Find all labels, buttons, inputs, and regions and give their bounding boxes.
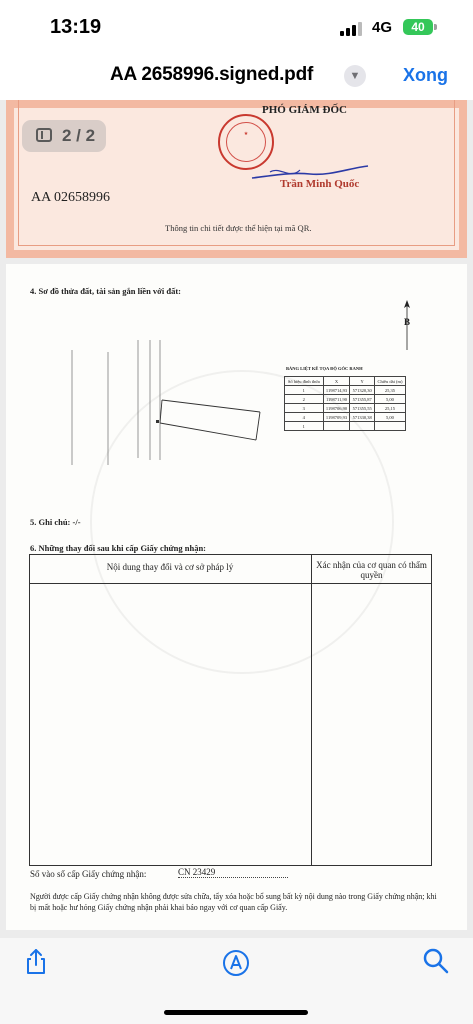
table-cell: 1198711,90 [323, 395, 350, 404]
changes-column-header: Nội dung thay đổi và cơ sở pháp lý [106, 562, 234, 572]
section-4-heading: 4. Sơ đồ thửa đất, tài sản gắn liền với đất: [30, 286, 182, 296]
register-label: Số vào sổ cấp Giấy chứng nhận: [30, 869, 147, 879]
done-button[interactable]: Xong [403, 65, 448, 85]
column-divider [311, 555, 312, 865]
table-cell: 5,00 [374, 395, 405, 404]
search-icon[interactable] [422, 947, 450, 975]
sidebar-icon[interactable] [36, 128, 52, 142]
table-cell: 1198714,93 [323, 386, 350, 395]
table-cell: 2 [285, 395, 324, 404]
signer-name: Trần Minh Quốc [280, 178, 360, 190]
table-row [285, 413, 406, 422]
cellular-signal-icon [340, 22, 362, 36]
table-cell [374, 422, 405, 431]
table-cell: 1 [285, 422, 324, 431]
seal-inner-ring [226, 122, 266, 162]
changes-table [29, 554, 432, 866]
table-row [285, 404, 406, 413]
table-cell: 3 [285, 404, 324, 413]
table-row [285, 395, 406, 404]
markup-icon[interactable] [222, 949, 250, 977]
north-label: B [404, 317, 411, 327]
section-6-heading: 6. Những thay đổi sau khi cấp Giấy chứng nhận: [30, 543, 207, 553]
table-header: X [323, 377, 350, 386]
table-cell: 571355,87 [350, 395, 375, 404]
battery-level: 40 [411, 20, 425, 34]
table-row [285, 377, 406, 386]
seal-lettering: ★ [243, 132, 249, 137]
battery-icon [403, 19, 433, 35]
network-type: 4G [372, 19, 393, 36]
table-cell [350, 422, 375, 431]
table-cell: 571320,30 [350, 386, 375, 395]
table-cell: 1198706,90 [323, 404, 350, 413]
qr-note: Thông tin chi tiết được thể hiện tại mã QR. [165, 223, 312, 233]
clock: 13:19 [50, 16, 102, 38]
table-cell [323, 422, 350, 431]
table-header: Số hiệu đỉnh thửa [285, 377, 324, 386]
table-header: Chiều dài (m) [374, 377, 405, 386]
land-plot-diagram [60, 340, 280, 470]
page-indicator-label[interactable]: 2 / 2 [62, 126, 96, 145]
table-cell: 25,35 [374, 386, 405, 395]
table-row [285, 422, 406, 431]
table-row [285, 386, 406, 395]
coord-table-title: BẢNG LIỆT KÊ TỌA ĐỘ GÓC RANH [286, 366, 363, 371]
table-header: Y [350, 377, 375, 386]
table-cell: 1 [285, 386, 324, 395]
table-cell: 25,15 [374, 404, 405, 413]
document-title[interactable]: AA 2658996.signed.pdf [110, 64, 314, 85]
chevron-down-icon[interactable]: ▼ [344, 65, 366, 87]
battery-tip [434, 24, 437, 30]
table-cell: 4 [285, 413, 324, 422]
table-cell: 571330,38 [350, 413, 375, 422]
coord-table [284, 376, 406, 431]
register-value: CN 23429 [178, 867, 288, 878]
home-indicator[interactable] [164, 1010, 308, 1015]
table-cell: 5,00 [374, 413, 405, 422]
section-5-heading: 5. Ghi chú: -/- [30, 517, 81, 527]
table-cell: 1198709,93 [323, 413, 350, 422]
share-icon[interactable] [22, 947, 50, 975]
certificate-serial: AA 02658996 [31, 190, 110, 205]
position-title: PHÓ GIÁM ĐỐC [262, 104, 347, 116]
seal-text [222, 132, 270, 138]
certificate-note: Người được cấp Giấy chứng nhận không được sửa chữa, tẩy xóa hoặc bổ sung bất kỳ nội dung nào trong Giấy chứng nhận; khi bị mất hoặc hư hỏng Giấy chứng nhận phải khai báo ngay với cơ quan cấp Giấy. [30, 892, 437, 912]
approval-column-header: Xác nhận của cơ quan có thẩm quyền [316, 560, 427, 580]
header-divider [30, 583, 431, 584]
table-cell: 571355,55 [350, 404, 375, 413]
